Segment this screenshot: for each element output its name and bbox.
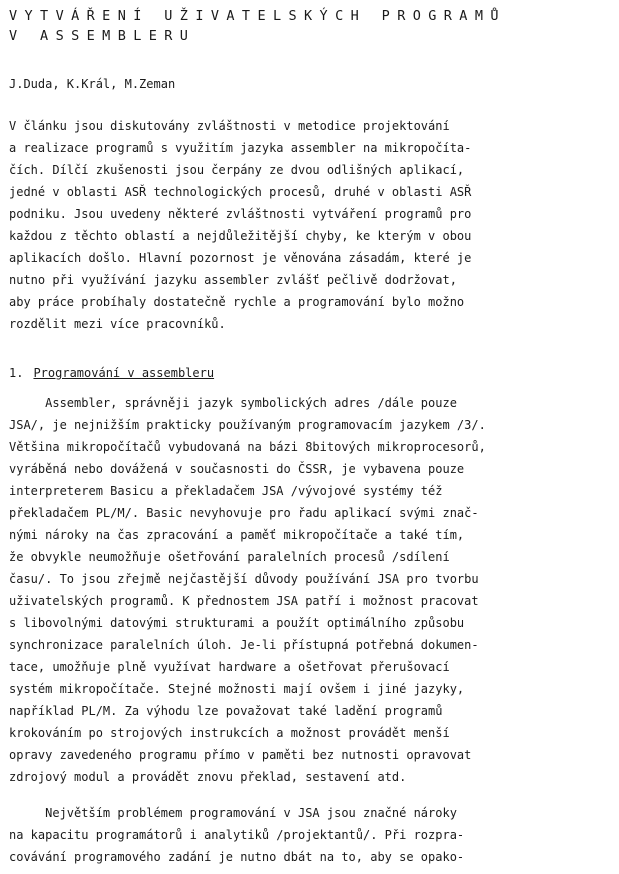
paragraph-line: covávání programového zadání je nutno dbát na to, aby se opako-	[9, 850, 465, 864]
abstract-line: podniku. Jsou uvedeny některé zvláštnosti vytváření programů pro	[9, 207, 472, 221]
abstract-line: jedné v oblasti ASŘ technologických procesů, druhé v oblasti ASŘ	[9, 185, 472, 199]
section-title: Programování v assembleru	[33, 366, 215, 380]
abstract-line: čích. Dílčí zkušenosti jsou čerpány ze dvou odlišných aplikací,	[9, 163, 465, 177]
abstract-line: a realizace programů s využitím jazyka assembler na mikropočíta-	[9, 141, 472, 155]
abstract-line: každou z těchto oblastí a nejdůležitější chyby, ke kterým v obou	[9, 229, 472, 243]
paragraph-line: JSA/, je nejnižším prakticky používaným programovacím jazykem /3/.	[9, 418, 486, 432]
paragraph-line: nými nároky na čas zpracování a paměť mikropočítače a také tím,	[9, 528, 465, 542]
document-title-line-1: VYTVÁŘENÍ UŽIVATELSKÝCH PROGRAMŮ	[9, 8, 506, 24]
paragraph-line: překladačem PL/M/. Basic nevyhovuje pro řadu aplikací svými znač-	[9, 506, 479, 520]
abstract-line: rozdělit mezi více pracovníků.	[9, 317, 226, 331]
document-title-line-2: V ASSEMBLERU	[9, 28, 196, 44]
paragraph-line: opravy zavedeného programu přímo v paměti bez nutnosti opravovat	[9, 748, 472, 762]
paragraph-line: systém mikropočítače. Stejné možnosti mají ovšem i jiné jazyky,	[9, 682, 465, 696]
paragraph-line: synchronizace paralelních úloh. Je-li přístupná potřebná dokumen-	[9, 638, 479, 652]
abstract-line: nutno při využívání jazyku assembler zvlášť pečlivě dodržovat,	[9, 273, 457, 287]
paragraph-line: s libovolnými datovými strukturami a použít optimálního způsobu	[9, 616, 465, 630]
section-heading	[9, 366, 214, 380]
paragraph-line: tace, umožňuje plně využívat hardware a ošetřovat přerušovací	[9, 660, 450, 674]
paragraph-line: času/. To jsou zřejmě nejčastější důvody používání JSA pro tvorbu	[9, 572, 479, 586]
paragraph-line: Assembler, správněji jazyk symbolických adres /dále pouze	[9, 396, 457, 410]
paragraph-line: na kapacitu programátorů i analytiků /projektantů/. Při rozpra-	[9, 828, 465, 842]
abstract-line: V článku jsou diskutovány zvláštnosti v metodice projektování	[9, 119, 450, 133]
paragraph-line: Největším problémem programování v JSA jsou značné nároky	[9, 806, 457, 820]
document-authors: J.Duda, K.Král, M.Zeman	[9, 77, 176, 91]
paragraph-line: interpreterem Basicu a překladačem JSA /vývojové systémy též	[9, 484, 443, 498]
paragraph-line: krokováním po strojových instrukcích a možnost provádět menší	[9, 726, 450, 740]
abstract-line: aplikacích došlo. Hlavní pozornost je věnována zásadám, které je	[9, 251, 472, 265]
paragraph-line: že obvykle neumožňuje ošetřování paralelních procesů /sdílení	[9, 550, 450, 564]
abstract-line: aby práce probíhaly dostatečně rychle a programování bylo možno	[9, 295, 465, 309]
paragraph-line: například PL/M. Za výhodu lze považovat také ladění programů	[9, 704, 443, 718]
paragraph-line: zdrojový modul a provádět znovu překlad, sestavení atd.	[9, 770, 407, 784]
paragraph-line: uživatelských programů. K přednostem JSA patří i možnost pracovat	[9, 594, 479, 608]
paragraph-line: vyráběná nebo dovážená v současnosti do ČSSR, je vybavena pouze	[9, 462, 465, 476]
section-number: 1.	[9, 366, 24, 380]
paragraph-line: Většina mikropočítačů vybudovaná na bázi 8bitových mikroprocesorů,	[9, 440, 486, 454]
